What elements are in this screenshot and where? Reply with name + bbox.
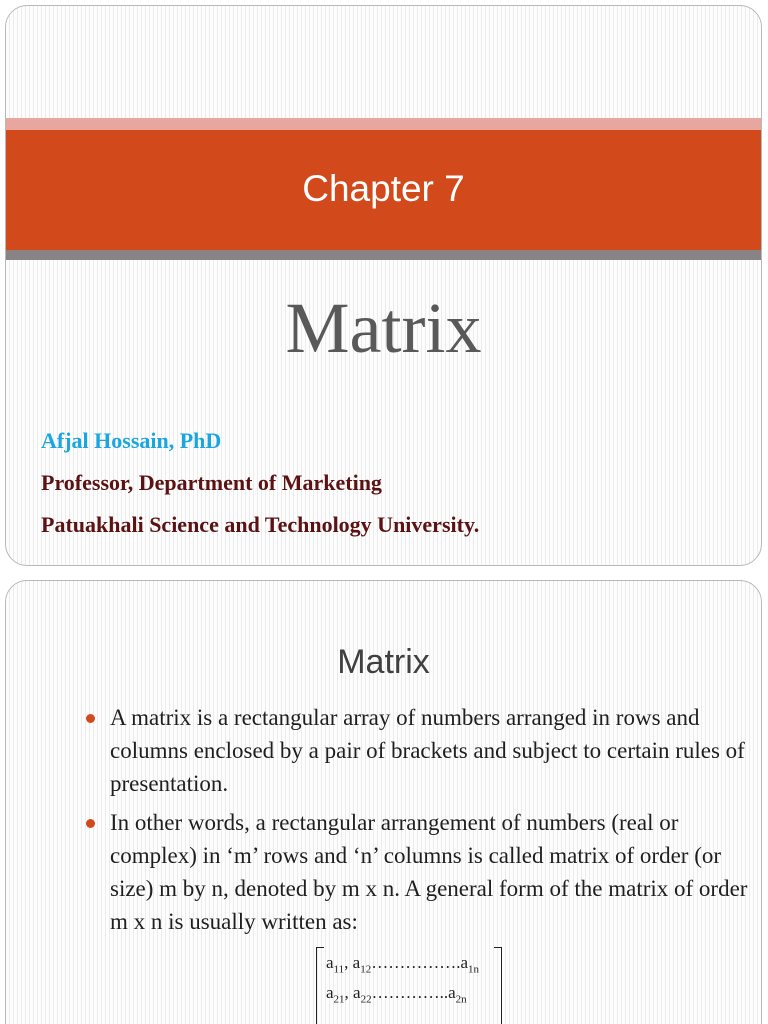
chapter-band [6, 130, 761, 250]
general-matrix [316, 947, 502, 1024]
left-bracket [316, 947, 324, 1024]
chapter-title: Chapter 7 [302, 168, 465, 209]
content-title: Matrix [337, 643, 430, 681]
slide-title: Matrix [285, 288, 482, 368]
right-bracket [494, 947, 502, 1024]
bullet-icon [86, 714, 95, 723]
bullet-item: A matrix is a rectangular array of numbers arranged in rows and columns enclosed by a pair of brackets and subject to certain rules of presentation. [110, 705, 745, 796]
bullet-item: In other words, a rectangular arrangement of numbers (real or complex) in ‘m’ rows and ‘n’ columns is called matrix of order (or size) m by n, denoted by m x n. A general form of the matrix of order m x n is usually written as: [110, 810, 748, 934]
title-slide [5, 5, 762, 566]
matrix-row: $a_{11}$, $a_{12}\dots\dots\dots\dots\dots.a_{1n}$ [326, 953, 479, 976]
author-role: Professor, Department of Marketing [41, 470, 382, 495]
pink-stripe [6, 118, 761, 130]
author-name: Afjal Hossain, PhD [41, 428, 222, 453]
content-slide [5, 580, 762, 1024]
matrix-row: $a_{21}$, $a_{22}\dots\dots\dots\dots..a_{2n}$ [326, 983, 467, 1006]
bullet-icon [86, 819, 95, 828]
gray-stripe [6, 250, 761, 260]
author-university: Patuakhali Science and Technology University. [41, 512, 480, 537]
